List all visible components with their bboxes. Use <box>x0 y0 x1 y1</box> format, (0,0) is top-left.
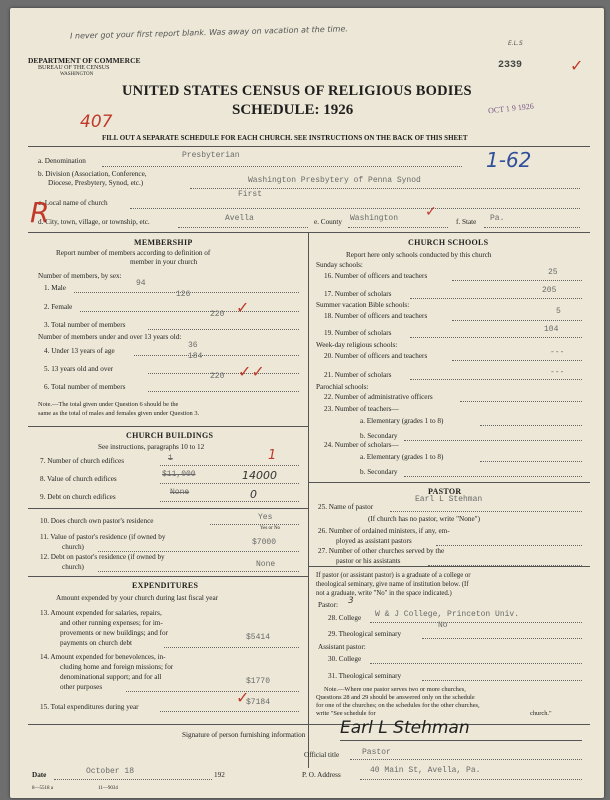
q17-value: 205 <box>542 286 557 295</box>
pastor-note2: Questions 28 and 29 should be answered only on the schedule <box>316 694 475 701</box>
membership-title: MEMBERSHIP <box>134 238 193 247</box>
q16-value: 25 <box>548 268 558 277</box>
dotted-rule <box>350 759 582 760</box>
q7-label: 7. Number of church edifices <box>40 457 125 465</box>
dotted-rule <box>480 461 582 462</box>
red-check-mark: ✓ <box>570 56 584 75</box>
q6-label: 6. Total number of members <box>44 383 126 391</box>
q24b-label: b. Secondary <box>360 468 398 476</box>
form-number: 8—5518 a <box>32 786 53 791</box>
dept-line2: BUREAU OF THE CENSUS <box>38 65 110 71</box>
membership-sub2: member in your church <box>130 258 198 266</box>
dotted-rule <box>160 483 299 484</box>
q28-label: 28. College <box>328 614 362 622</box>
dotted-rule <box>190 188 580 189</box>
q3-value: 220 <box>210 310 225 319</box>
red-check-mark: ✓ <box>236 688 250 707</box>
dotted-rule <box>422 638 582 639</box>
dotted-rule <box>160 465 299 466</box>
q30-label: 30. College <box>328 655 362 663</box>
dotted-rule <box>160 711 299 712</box>
dotted-rule <box>410 337 582 338</box>
q29-value: No <box>438 621 448 630</box>
q31-label: 31. Theological seminary <box>328 672 402 680</box>
q12-value: None <box>256 560 276 569</box>
state-value: Pa. <box>490 214 505 223</box>
dotted-rule <box>148 329 299 330</box>
date-stamp: OCT 1 9 1926 <box>487 101 535 116</box>
official-title-value: Pastor <box>362 748 391 757</box>
q21-label: 21. Number of scholars <box>324 371 392 379</box>
q14-label-c: denominational support; and for all <box>60 673 162 681</box>
serial-number: 2339 <box>498 60 523 71</box>
q19-value: 104 <box>544 325 559 334</box>
city-value: Avella <box>225 214 254 223</box>
dept-line1: DEPARTMENT OF COMMERCE <box>28 56 141 65</box>
pastor-mark: 3 <box>348 596 354 606</box>
q14-value: $1770 <box>246 677 271 686</box>
denomination-value: Presbyterian <box>182 151 240 160</box>
q3-label: 3. Total number of members <box>44 321 126 329</box>
q11-label-b: church) <box>62 543 84 551</box>
dotted-rule <box>390 511 582 512</box>
schedule-title: SCHEDULE: 1926 <box>232 102 354 118</box>
expenditures-sub: Amount expended by your church during last fiscal year <box>56 594 219 602</box>
dotted-rule <box>460 401 582 402</box>
q7-value: 1 <box>268 448 277 463</box>
membership-note1: Note.—The total given under Question 6 should be the <box>38 401 179 408</box>
county-label: e. County <box>314 218 342 226</box>
dotted-rule <box>360 779 582 780</box>
q23a-label: a. Elementary (grades 1 to 8) <box>360 417 444 425</box>
q17-label: 17. Number of scholars <box>324 290 392 298</box>
section-divider <box>308 566 590 567</box>
q14-label-d: other purposes <box>60 683 103 691</box>
buildings-sub: See instructions, paragraphs 10 to 12 <box>98 443 205 451</box>
dotted-rule <box>404 476 582 477</box>
dotted-rule <box>98 571 299 572</box>
red-check-mark: ✓ <box>236 298 250 317</box>
q12-label-a: 12. Debt on pastor's residence (if owned by <box>40 553 165 561</box>
q4-label: 4. Under 13 years of age <box>44 347 115 355</box>
handwritten-note: I never got your first report blank. Was away on vacation at the time. <box>69 24 348 41</box>
form-title: UNITED STATES CENSUS OF RELIGIOUS BODIES <box>122 83 472 99</box>
pastor-label: Pastor: <box>318 601 338 609</box>
dotted-rule <box>484 227 580 228</box>
date-label: Date <box>32 771 47 779</box>
q16-label: 16. Number of officers and teachers <box>324 272 428 280</box>
dotted-rule <box>422 680 582 681</box>
divider <box>28 146 590 147</box>
q9-label: 9. Debt on church edifices <box>40 493 116 501</box>
dotted-rule <box>98 551 299 552</box>
section-divider <box>28 508 308 509</box>
official-title-label: Official title <box>304 751 340 759</box>
dotted-rule <box>480 425 582 426</box>
expenditures-title: EXPENDITURES <box>132 581 199 590</box>
q7-struck-value: 1 <box>168 454 173 463</box>
section-divider <box>28 724 590 725</box>
dotted-rule <box>164 647 299 648</box>
dotted-rule <box>410 298 582 299</box>
q20-value: --- <box>550 348 565 357</box>
handwritten-initials: E.L.S <box>508 40 523 47</box>
section-divider <box>28 232 590 233</box>
dept-line3: WASHINGTON <box>60 72 94 77</box>
q18-value: 5 <box>556 307 561 316</box>
signature-line <box>340 740 582 741</box>
q29-label: 29. Theological seminary <box>328 630 402 638</box>
q23-label: 23. Number of teachers— <box>324 405 399 413</box>
q13-value: $5414 <box>246 633 271 642</box>
q5-value: 184 <box>188 352 203 361</box>
summer-heading: Summer vacation Bible schools: <box>316 301 410 309</box>
assistant-label: Assistant pastor: <box>318 643 366 651</box>
q13-label-d: payments on church debt <box>60 639 133 647</box>
dotted-rule <box>370 622 582 623</box>
section-divider <box>308 482 590 483</box>
q27-label-b: pastor or his assistants <box>336 557 401 565</box>
date-year: 192 <box>214 771 225 779</box>
q4-value: 36 <box>188 341 198 350</box>
instruction-line: FILL OUT A SEPARATE SCHEDULE FOR EACH CHURCH. SEE INSTRUCTIONS ON THE BACK OF THIS SHEET <box>102 134 468 142</box>
pastor-note3: for one of the churches; on the schedules for the other churches, <box>316 702 480 709</box>
column-divider <box>308 232 309 768</box>
q9-value: None <box>170 488 190 497</box>
grad-line2: theological seminary, give name of institution below. (If <box>316 581 469 588</box>
census-schedule-form <box>10 8 604 798</box>
date-value: October 18 <box>86 767 135 776</box>
pastor-note4: write "See schedule for <box>316 710 376 717</box>
buildings-title: CHURCH BUILDINGS <box>126 431 214 440</box>
q13-label-c: provements or new buildings; and for <box>60 629 168 637</box>
division-value: Washington Presbytery of Penna Synod <box>248 176 421 185</box>
q21-value: --- <box>550 368 565 377</box>
q25-sub: (If church has no pastor, write "None") <box>368 515 480 523</box>
handwritten-code: 1-62 <box>486 148 532 172</box>
grad-line3: not a graduate, write "No" in the space indicated.) <box>316 590 452 597</box>
dotted-rule <box>370 663 582 664</box>
q11-label-a: 11. Value of pastor's residence (if owned by <box>40 533 166 541</box>
dotted-rule <box>178 227 308 228</box>
dotted-rule <box>452 320 582 321</box>
q28-value: W & J College, Princeton Univ. <box>375 610 520 619</box>
q2-label: 2. Female <box>44 303 73 311</box>
schools-sub: Report here only schools conducted by this church <box>346 251 492 259</box>
age-heading: Number of members under and over 13 years old: <box>38 333 182 341</box>
print-number: 11—9034 <box>98 786 118 791</box>
section-divider <box>28 576 308 577</box>
by-sex-heading: Number of members, by sex: <box>38 272 122 280</box>
q15-label: 15. Total expenditures during year <box>40 703 139 711</box>
q1-value: 94 <box>136 279 146 288</box>
state-label: f. State <box>456 218 477 226</box>
weekday-heading: Week-day religious schools: <box>316 341 398 349</box>
q25-label: 25. Name of pastor <box>318 503 374 511</box>
pastor-note1: Note.—Where one pastor serves two or more churches, <box>324 686 466 693</box>
local-name-value: First <box>238 190 263 199</box>
q12-label-b: church) <box>62 563 84 571</box>
q15-value: $7184 <box>246 698 271 707</box>
dotted-rule <box>348 227 448 228</box>
dotted-rule <box>410 379 582 380</box>
dotted-rule <box>428 565 582 566</box>
po-address-label: P. O. Address <box>302 771 341 779</box>
q6-value: 220 <box>210 372 225 381</box>
dotted-rule <box>54 779 212 780</box>
sunday-heading: Sunday schools: <box>316 261 363 269</box>
dotted-rule <box>134 355 299 356</box>
q18-label: 18. Number of officers and teachers <box>324 312 428 320</box>
q1-label: 1. Male <box>44 284 66 292</box>
q22-label: 22. Number of administrative officers <box>324 393 433 401</box>
dotted-rule <box>126 691 299 692</box>
q13-label-b: and other running expenses; for im- <box>60 619 163 627</box>
pastor-name-value: Earl L Stehman <box>415 495 483 504</box>
q14-label-b: cluding home and foreign missions; for <box>60 663 174 671</box>
q10-label: 10. Does church own pastor's residence <box>40 517 154 525</box>
q26-label-b: ployed as assistant pastors <box>336 537 412 545</box>
division-label-2: Diocese, Presbytery, Synod, etc.) <box>48 179 144 187</box>
dotted-rule <box>102 166 462 167</box>
city-label: d. City, town, village, or township, etc. <box>38 218 150 226</box>
dotted-rule <box>130 208 580 209</box>
q8-new-value: 14000 <box>242 469 277 482</box>
dotted-rule <box>80 311 299 312</box>
signature-label: Signature of person furnishing information <box>182 731 306 739</box>
q24a-label: a. Elementary (grades 1 to 8) <box>360 453 444 461</box>
q9-new-value: 0 <box>250 488 257 501</box>
county-value: Washington <box>350 214 399 223</box>
denomination-label: a. Denomination <box>38 157 86 165</box>
q10-sub: Yes or No <box>260 526 281 531</box>
q5-label: 5. 13 years old and over <box>44 365 114 373</box>
q19-label: 19. Number of scholars <box>324 329 392 337</box>
red-letter-r: R <box>30 196 50 229</box>
q24-label: 24. Number of scholars— <box>324 441 399 449</box>
dotted-rule <box>210 524 299 525</box>
red-check-mark: ✓ <box>425 204 437 220</box>
q26-label-a: 26. Number of ordained ministers, if any, em- <box>318 527 450 535</box>
pastor-note5: church." <box>530 710 552 717</box>
parochial-heading: Parochial schools: <box>316 383 369 391</box>
q23b-label: b. Secondary <box>360 432 398 440</box>
dotted-rule <box>404 440 582 441</box>
local-name-label: c. Local name of church <box>38 199 108 207</box>
dotted-rule <box>436 545 582 546</box>
dotted-rule <box>452 280 582 281</box>
red-check-mark: ✓✓ <box>238 362 265 381</box>
dotted-rule <box>148 391 299 392</box>
q14-label-a: 14. Amount expended for benevolences, in- <box>40 653 166 661</box>
pastor-title: PASTOR <box>428 487 462 496</box>
dotted-rule <box>160 501 299 502</box>
q8-value: $11,000 <box>162 470 196 479</box>
q10-value: Yes <box>258 513 273 522</box>
membership-note2: same as the total of males and females given under Question 3. <box>38 410 200 417</box>
signature: Earl L Stehman <box>340 718 470 738</box>
section-divider <box>28 426 308 427</box>
schools-title: CHURCH SCHOOLS <box>408 238 489 247</box>
q27-label-a: 27. Number of other churches served by the <box>318 547 445 555</box>
q20-label: 20. Number of officers and teachers <box>324 352 428 360</box>
red-handwritten-number: 407 <box>80 112 113 132</box>
po-address-value: 40 Main St, Avella, Pa. <box>370 766 481 775</box>
q13-label-a: 13. Amount expended for salaries, repairs, <box>40 609 162 617</box>
q11-value: $7000 <box>252 538 277 547</box>
grad-line1: If pastor (or assistant pastor) is a graduate of a college or <box>316 572 471 579</box>
q8-label: 8. Value of church edifices <box>40 475 117 483</box>
division-label-1: b. Division (Association, Conference, <box>38 170 147 178</box>
membership-sub1: Report number of members according to definition of <box>56 249 211 257</box>
dotted-rule <box>452 360 582 361</box>
q2-value: 126 <box>176 290 191 299</box>
